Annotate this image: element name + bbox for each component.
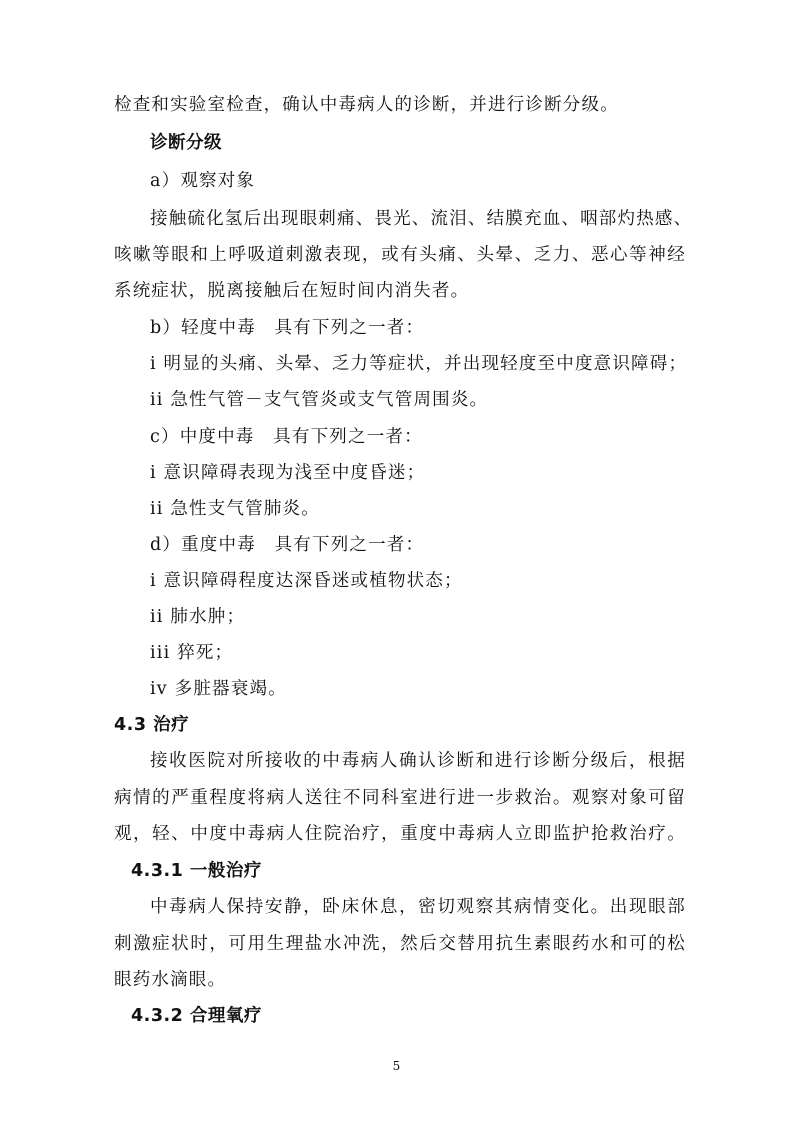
list-subitem: i 意识障碍表现为浅至中度昏迷； <box>150 463 426 483</box>
list-item-severe-poisoning: d）重度中毒 具有下列之一者： <box>150 535 425 555</box>
section-heading-treatment: 4.3 治疗 <box>114 715 190 735</box>
list-subitem: iii 猝死； <box>150 643 234 663</box>
list-subitem: ii 急性气管－支气管炎或支气管周围炎。 <box>150 390 489 410</box>
list-item-observation: a）观察对象 <box>150 171 256 191</box>
list-subitem: ii 急性支气管肺炎。 <box>150 499 320 519</box>
paragraph-line: 刺激症状时，可用生理盐水冲洗，然后交替用抗生素眼药水和可的松 <box>114 934 686 954</box>
list-subitem: ii 肺水肿； <box>150 607 246 627</box>
list-subitem: i 明显的头痛、头晕、乏力等症状，并出现轻度至中度意识障碍； <box>150 354 688 374</box>
paragraph-line: 眼药水滴眼。 <box>114 970 227 990</box>
paragraph-line: 接收医院对所接收的中毒病人确认诊断和进行诊断分级后，根据 <box>150 751 686 771</box>
paragraph-line: 系统症状，脱离接触后在短时间内消失者。 <box>114 281 470 301</box>
list-item-mild-poisoning: b）轻度中毒 具有下列之一者： <box>150 318 425 338</box>
paragraph-line: 中毒病人保持安静，卧床休息，密切观察其病情变化。出现眼部 <box>150 897 686 917</box>
page-number: 5 <box>392 1059 401 1073</box>
subsection-heading-general-treatment: 4.3.1 一般治疗 <box>131 861 262 881</box>
paragraph-line: 观，轻、中度中毒病人住院治疗，重度中毒病人立即监护抢救治疗。 <box>114 824 686 844</box>
paragraph-continuation: 检查和实验室检查，确认中毒病人的诊断，并进行诊断分级。 <box>114 95 619 115</box>
paragraph-line: 接触硫化氢后出现眼刺痛、畏光、流泪、结膜充血、咽部灼热感、 <box>150 209 693 229</box>
paragraph-line: 咳嗽等眼和上呼吸道刺激表现，或有头痛、头晕、乏力、恶心等神经 <box>114 245 686 265</box>
list-subitem: iv 多脏器衰竭。 <box>150 679 287 699</box>
list-item-moderate-poisoning: c）中度中毒 具有下列之一者： <box>150 427 423 447</box>
subsection-heading-oxygen-therapy: 4.3.2 合理氧疗 <box>131 1006 262 1026</box>
paragraph-line: 病情的严重程度将病人送往不同科室进行进一步救治。观察对象可留 <box>114 788 686 808</box>
list-subitem: i 意识障碍程度达深昏迷或植物状态； <box>150 571 463 591</box>
section-heading-diagnosis-grading: 诊断分级 <box>150 133 222 153</box>
